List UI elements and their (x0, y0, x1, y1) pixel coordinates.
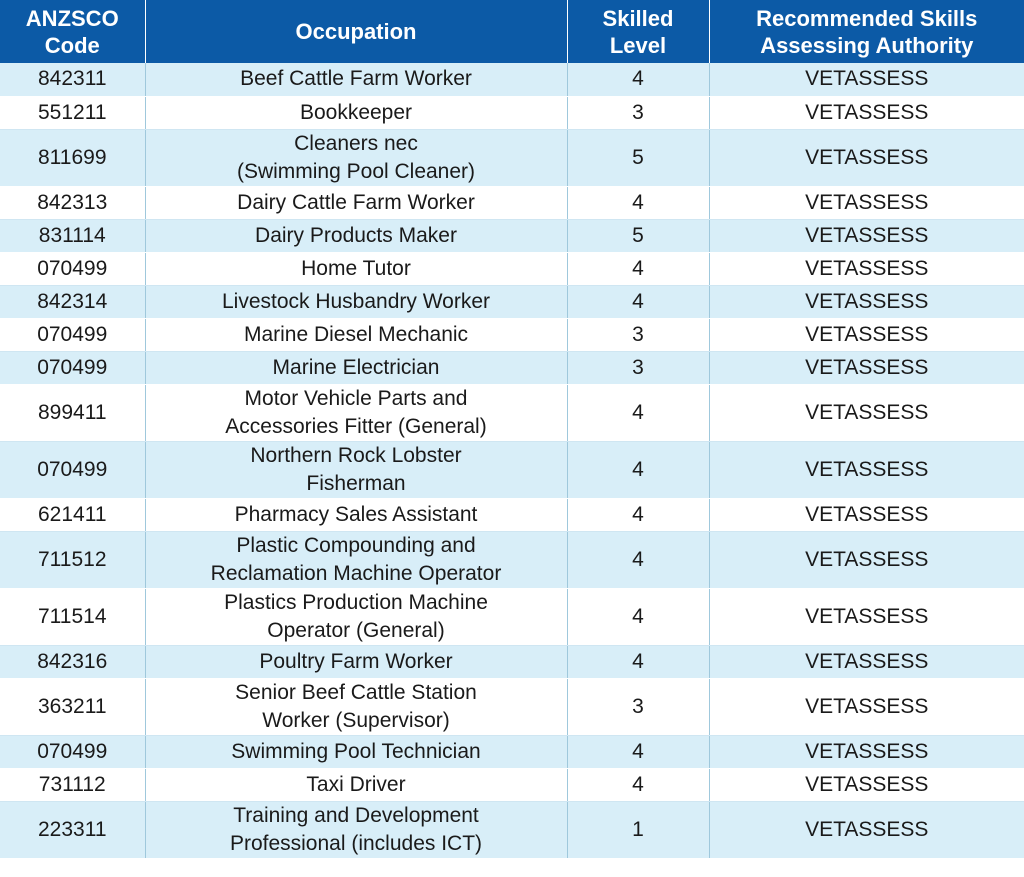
occupation-line: Livestock Husbandry Worker (221, 289, 491, 313)
table-row (0, 252, 1024, 285)
table-row (0, 96, 1024, 129)
table-row (0, 645, 1024, 678)
table-row (0, 588, 1024, 645)
level-cell: 4 (567, 498, 709, 531)
occupation-cell (145, 219, 567, 252)
table-row (0, 531, 1024, 588)
level-cell: 5 (567, 129, 709, 186)
authority-cell: VETASSESS (709, 678, 1024, 735)
header-authority-line-2: Assessing Authority (760, 32, 974, 58)
code-cell: 551211 (0, 96, 145, 129)
code-cell: 842313 (0, 186, 145, 219)
occupation-cell (145, 63, 567, 96)
table-row (0, 735, 1024, 768)
table-row (0, 441, 1024, 498)
occupation-cell (145, 129, 567, 186)
table-row (0, 498, 1024, 531)
authority-cell: VETASSESS (709, 384, 1024, 441)
header-level (567, 0, 709, 63)
code-cell: 621411 (0, 498, 145, 531)
header-occupation-label: Occupation (295, 19, 417, 44)
code-cell: 070499 (0, 441, 145, 498)
occupation-line: Pharmacy Sales Assistant (234, 502, 478, 526)
table-row (0, 801, 1024, 858)
occupation-line: Bookkeeper (299, 100, 413, 124)
authority-cell: VETASSESS (709, 186, 1024, 219)
level-cell: 3 (567, 318, 709, 351)
level-cell: 4 (567, 441, 709, 498)
level-cell: 4 (567, 252, 709, 285)
occupation-line: Home Tutor (301, 256, 411, 280)
table-body (0, 63, 1024, 858)
header-occupation (145, 0, 567, 63)
authority-cell: VETASSESS (709, 768, 1024, 801)
authority-cell: VETASSESS (709, 441, 1024, 498)
level-cell: 3 (567, 678, 709, 735)
occupation-line: Plastic Compounding and (236, 533, 476, 557)
table-row (0, 285, 1024, 318)
table-row (0, 678, 1024, 735)
level-cell: 4 (567, 588, 709, 645)
code-cell: 363211 (0, 678, 145, 735)
code-cell: 811699 (0, 129, 145, 186)
authority-cell: VETASSESS (709, 645, 1024, 678)
code-cell: 711514 (0, 588, 145, 645)
header-code (0, 0, 145, 63)
level-cell: 4 (567, 186, 709, 219)
table-row (0, 186, 1024, 219)
occupation-cell (145, 645, 567, 678)
header-code-line-1: ANZSCO (25, 5, 119, 31)
authority-cell: VETASSESS (709, 498, 1024, 531)
occupation-cell (145, 441, 567, 498)
authority-cell: VETASSESS (709, 63, 1024, 96)
code-cell: 731112 (0, 768, 145, 801)
authority-cell: VETASSESS (709, 252, 1024, 285)
occupation-cell (145, 678, 567, 735)
occupation-cell (145, 588, 567, 645)
code-cell: 223311 (0, 801, 145, 858)
occupation-line: Accessories Fitter (General) (225, 414, 487, 438)
table-row (0, 219, 1024, 252)
authority-cell: VETASSESS (709, 351, 1024, 384)
level-cell: 4 (567, 63, 709, 96)
code-cell: 070499 (0, 318, 145, 351)
occupation-line: Fisherman (306, 471, 406, 495)
header-row (0, 0, 1024, 63)
level-cell: 4 (567, 768, 709, 801)
level-cell: 3 (567, 96, 709, 129)
level-cell: 5 (567, 219, 709, 252)
authority-cell: VETASSESS (709, 801, 1024, 858)
table-row (0, 384, 1024, 441)
occupation-line: Cleaners nec (294, 131, 418, 155)
table-row (0, 318, 1024, 351)
authority-cell: VETASSESS (709, 96, 1024, 129)
code-cell: 070499 (0, 351, 145, 384)
occupation-cell (145, 384, 567, 441)
occupation-line: Plastics Production Machine (224, 590, 488, 614)
level-cell: 4 (567, 645, 709, 678)
occupation-line: Marine Diesel Mechanic (243, 322, 469, 346)
occupation-cell (145, 351, 567, 384)
level-cell: 1 (567, 801, 709, 858)
level-cell: 4 (567, 735, 709, 768)
level-cell: 4 (567, 531, 709, 588)
table-row (0, 768, 1024, 801)
table-header (0, 0, 1024, 63)
code-cell: 842311 (0, 63, 145, 96)
table-row (0, 351, 1024, 384)
occupation-line: Motor Vehicle Parts and (244, 386, 468, 410)
code-cell: 711512 (0, 531, 145, 588)
table-row (0, 63, 1024, 96)
occupation-line: Reclamation Machine Operator (210, 561, 502, 585)
authority-cell: VETASSESS (709, 318, 1024, 351)
table-row (0, 129, 1024, 186)
header-authority-line-1: Recommended Skills (756, 5, 978, 31)
occupation-cell (145, 318, 567, 351)
occupation-line: Marine Electrician (272, 355, 440, 379)
occupation-line: (Swimming Pool Cleaner) (236, 159, 476, 183)
occupation-line: Poultry Farm Worker (259, 649, 453, 673)
occupation-cell (145, 252, 567, 285)
authority-cell: VETASSESS (709, 129, 1024, 186)
occupation-line: Worker (Supervisor) (262, 708, 450, 732)
authority-cell: VETASSESS (709, 285, 1024, 318)
occupation-cell (145, 768, 567, 801)
occupation-line: Northern Rock Lobster (250, 443, 462, 467)
occupation-cell (145, 801, 567, 858)
authority-cell: VETASSESS (709, 588, 1024, 645)
code-cell: 070499 (0, 252, 145, 285)
authority-cell: VETASSESS (709, 531, 1024, 588)
occupation-line: Dairy Products Maker (255, 223, 457, 247)
occupation-line: Beef Cattle Farm Worker (240, 67, 472, 91)
occupation-cell (145, 186, 567, 219)
occupation-line: Operator (General) (267, 618, 445, 642)
occupation-cell (145, 285, 567, 318)
level-cell: 4 (567, 384, 709, 441)
occupation-cell (145, 531, 567, 588)
authority-cell: VETASSESS (709, 735, 1024, 768)
occupation-line: Training and Development (233, 803, 479, 827)
header-level-line-2: Level (609, 32, 667, 58)
header-authority (709, 0, 1024, 63)
occupation-line: Senior Beef Cattle Station (235, 680, 477, 704)
level-cell: 4 (567, 285, 709, 318)
authority-cell: VETASSESS (709, 219, 1024, 252)
occupation-cell (145, 498, 567, 531)
header-level-line-1: Skilled (602, 5, 674, 31)
code-cell: 831114 (0, 219, 145, 252)
occupation-line: Taxi Driver (306, 772, 406, 796)
header-code-line-2: Code (44, 32, 100, 58)
occupation-line: Swimming Pool Technician (231, 739, 481, 763)
code-cell: 899411 (0, 384, 145, 441)
code-cell: 842316 (0, 645, 145, 678)
occupation-line: Dairy Cattle Farm Worker (237, 190, 475, 214)
occupation-line: Professional (includes ICT) (229, 831, 483, 855)
occupation-cell (145, 96, 567, 129)
level-cell: 3 (567, 351, 709, 384)
code-cell: 842314 (0, 285, 145, 318)
occupation-cell (145, 735, 567, 768)
code-cell: 070499 (0, 735, 145, 768)
